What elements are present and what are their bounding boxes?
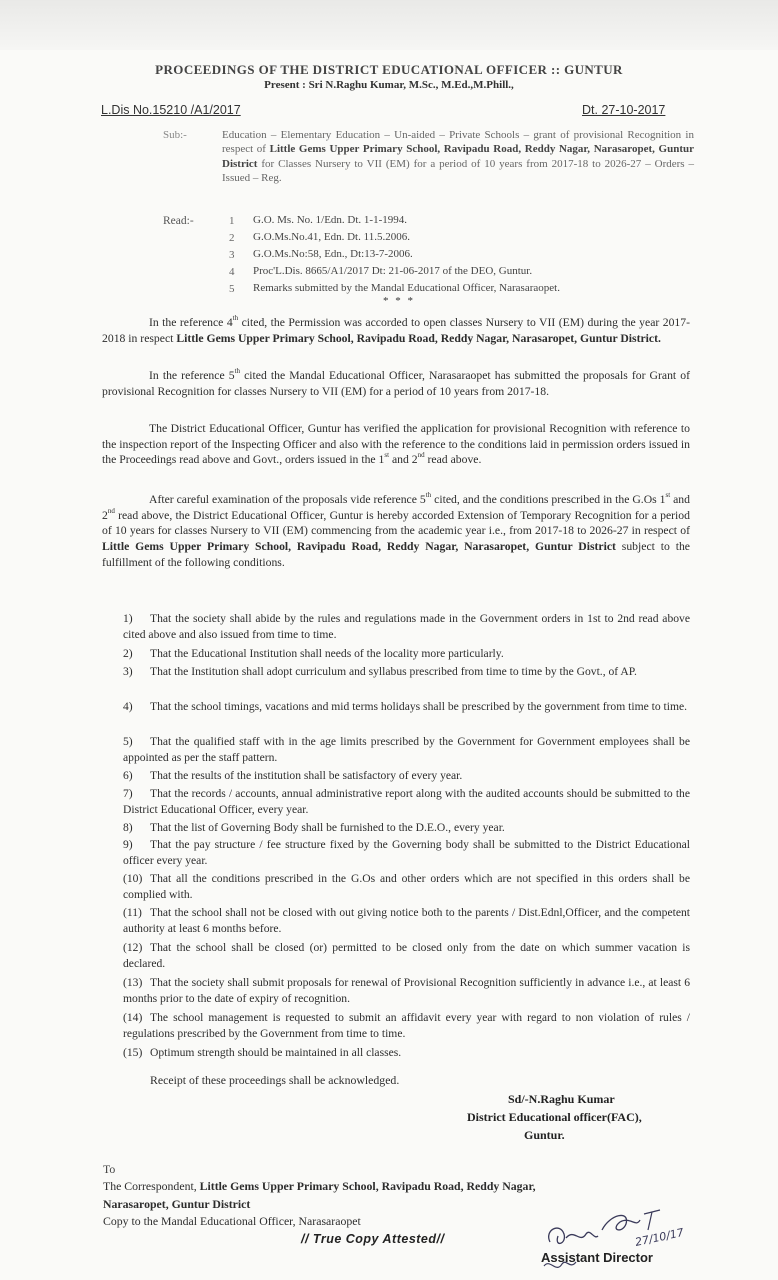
- proceedings-title: PROCEEDINGS OF THE DISTRICT EDUCATIONAL OFFICER :: GUNTUR: [155, 62, 623, 77]
- condition-item: (13) That the society shall submit proposals for renewal of Provisional Recognition sufficiently in advance i.e., at least 6 months prior to the date of expiry of recognition.: [123, 976, 690, 1005]
- read-item-text: G.O.Ms.No:58, Edn., Dt:13-7-2006.: [253, 248, 413, 260]
- read-item-number: 3: [229, 249, 235, 261]
- read-label: Read:-: [163, 215, 194, 227]
- recipient-line-2: Narasaropet, Guntur District: [103, 1197, 251, 1211]
- paragraph-2: In the reference 5th cited the Mandal Educational Officer, Narasaraopet has submitted the proposals for Grant of provisional Recognition for classes Nursery to VII (EM) for a period of 10 years from 2017-18.: [102, 367, 690, 398]
- read-item-text: Proc'L.Dis. 8665/A1/2017 Dt: 21-06-2017 of the DEO, Guntur.: [253, 265, 533, 277]
- condition-item: 5) That the qualified staff with in the age limits prescribed by the Government for Government employees shall be appointed as per the staff pattern.: [123, 735, 690, 764]
- condition-item: (11) That the school shall not be closed with out giving notice both to the parents / Dist.Ednl,Officer, and the competent authority at least 6 months before.: [123, 906, 690, 935]
- signatory-place: Guntur.: [524, 1128, 565, 1142]
- signatory-name: Sd/-N.Raghu Kumar: [508, 1092, 615, 1106]
- present-line: Present : Sri N.Raghu Kumar, M.Sc., M.Ed.,M.Phill.,: [264, 79, 514, 91]
- paragraph-4: After careful examination of the proposals vide reference 5th cited, and the conditions prescribed in the G.Os 1st and 2nd read above, the District Educational Officer, Guntur is hereby accorded Extension of Temporary Recognition for a period of 10 years for classes Nursery to VII (EM) commencing from the academic year i.e., from 2017-18 to 2026-27 in respect of Little Gems Upper Primary School, Ravipadu Road, Reddy Nagar, Narasaropet, Guntur District subject to the fulfillment of the following conditions.: [102, 491, 690, 569]
- read-item-number: 2: [229, 232, 235, 244]
- condition-item: 1) That the society shall abide by the rules and regulations made in the Government orders in 1st to 2nd read above cited above and also issued from time to time.: [123, 612, 690, 641]
- scan-top-band: [0, 0, 778, 50]
- true-copy-attested: // True Copy Attested//: [301, 1232, 445, 1246]
- copy-to-line: Copy to the Mandal Educational Officer, Narasaraopet: [103, 1214, 361, 1228]
- paragraph-3: The District Educational Officer, Guntur has verified the application for provisional Recognition with reference to the inspection report of the Inspecting Officer and also with the reference to the conditions laid in permission orders issued in the Proceedings read above and Govt., orders issued in the 1st and 2nd read above.: [102, 422, 690, 467]
- section-separator: * * *: [383, 295, 415, 307]
- condition-item: (14) The school management is requested to submit an affidavit every year with regard to non violation of rules / regulations prescribed by the Government from time to time.: [123, 1011, 690, 1040]
- assistant-director-label: Assistant Director: [541, 1250, 653, 1265]
- read-item-number: 1: [229, 215, 235, 227]
- condition-item: (10) That all the conditions prescribed in the G.Os and other orders which are not specified in this orders shall be complied with.: [123, 872, 690, 901]
- handwritten-signature: [540, 1200, 700, 1278]
- reference-number: L.Dis No.15210 /A1/2017: [101, 103, 241, 117]
- condition-item: 9) That the pay structure / fee structure fixed by the Governing body shall be submitted to the District Educational officer every year.: [123, 838, 690, 867]
- paragraph-1: In the reference 4th cited, the Permission was accorded to open classes Nursery to VII (EM) during the year 2017-2018 in respect Little Gems Upper Primary School, Ravipadu Road, Reddy Nagar, Narasaropet, Guntur District.: [102, 314, 690, 345]
- to-label: To: [103, 1162, 116, 1176]
- read-item-text: G.O.Ms.No.41, Edn. Dt. 11.5.2006.: [253, 231, 410, 243]
- condition-item: (15) Optimum strength should be maintained in all classes.: [123, 1046, 402, 1059]
- condition-item: (12) That the school shall be closed (or) permitted to be closed only from the date on which summer vacation is declared.: [123, 941, 690, 970]
- condition-item: 7) That the records / accounts, annual administrative report along with the audited accounts should be submitted to the District Educational Officer, every year.: [123, 787, 690, 816]
- recipient-line-1: The Correspondent, Little Gems Upper Primary School, Ravipadu Road, Reddy Nagar,: [103, 1179, 536, 1193]
- subject-text: Education – Elementary Education – Un-aided – Private Schools – grant of provisional Recognition in respect of Little Gems Upper Primary School, Ravipadu Road, Reddy Nagar, Narasaropet, Guntur District for Classes Nursery to VII (EM) for a period of 10 years from 2017-18 to 2026-27 – Orders – Issued – Reg.: [222, 129, 694, 184]
- condition-item: 4) That the school timings, vacations and mid terms holidays shall be prescribed by the government from time to time.: [123, 700, 688, 713]
- read-item-text: G.O. Ms. No. 1/Edn. Dt. 1-1-1994.: [253, 214, 407, 226]
- condition-item: 8) That the list of Governing Body shall be furnished to the D.E.O., every year.: [123, 821, 505, 834]
- document-date: Dt. 27-10-2017: [582, 103, 666, 117]
- handwritten-date: 27/10/17: [633, 1225, 685, 1249]
- receipt-note: Receipt of these proceedings shall be acknowledged.: [150, 1073, 400, 1087]
- read-item-number: 5: [229, 283, 235, 295]
- read-item-number: 4: [229, 266, 235, 278]
- subject-label: Sub:-: [163, 129, 187, 141]
- condition-item: 6) That the results of the institution shall be satisfactory of every year.: [123, 769, 463, 782]
- read-item-text: Remarks submitted by the Mandal Educational Officer, Narasaraopet.: [253, 282, 560, 294]
- signatory-designation: District Educational officer(FAC),: [467, 1110, 642, 1124]
- condition-item: 2) That the Educational Institution shall needs of the locality more particularly.: [123, 647, 504, 660]
- condition-item: 3) That the Institution shall adopt curriculum and syllabus prescribed from time to time by the Govt., of AP.: [123, 665, 637, 678]
